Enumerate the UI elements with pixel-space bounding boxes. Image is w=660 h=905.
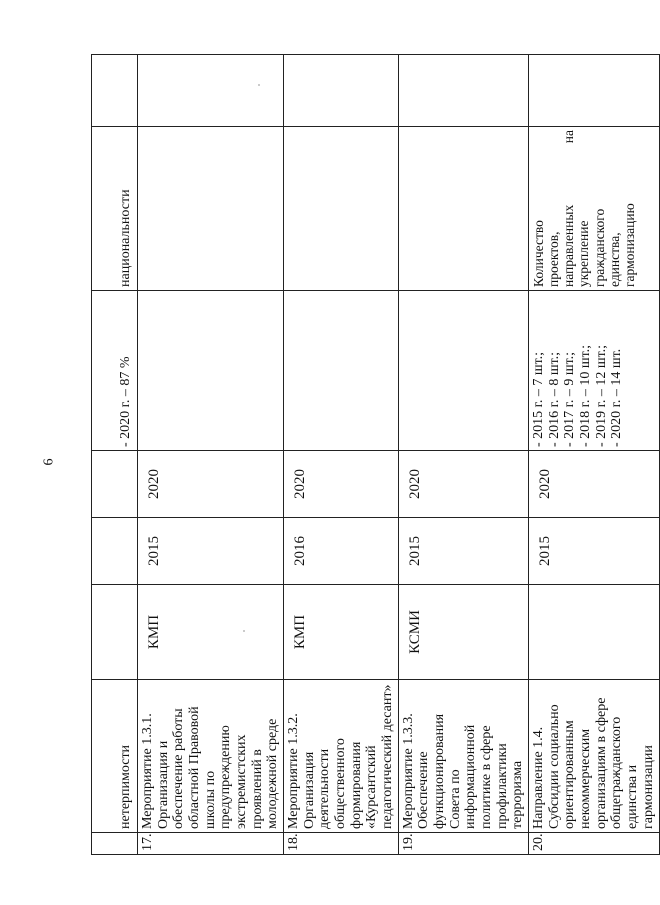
executor — [529, 585, 659, 680]
executor: КМП — [284, 585, 399, 680]
program-activities-table — [91, 54, 660, 855]
activity-name: Мероприятие 1.3.2. Организация деятельности общественного формирования «Курсантский педагогический десант» — [284, 680, 399, 833]
cell-indicator: национальности — [92, 127, 138, 291]
table-row — [398, 55, 528, 855]
cell-start — [92, 518, 138, 585]
extra — [284, 55, 399, 127]
end-year: 2020 — [284, 451, 399, 518]
extra — [398, 55, 528, 127]
indicator-word: направленных — [561, 204, 577, 287]
indicator — [529, 127, 659, 291]
row-number: 20. — [529, 833, 659, 855]
rotated-table-container — [91, 55, 656, 855]
value-line: - 2020 г. – 14 шт. — [609, 348, 625, 447]
activity-name: Мероприятие 1.3.1. Организация и обеспечение работы областной Правовой школы по предупреждению экстремистских проявлений в молодежной среде — [138, 680, 284, 833]
indicator-line: гармонизацию — [621, 203, 637, 287]
table-row-continuation — [92, 55, 138, 855]
row-number: 17. — [138, 833, 284, 855]
indicator-line: единства, — [606, 232, 622, 287]
activity-name: Мероприятие 1.3.3. Обеспечение функционирования Совета по информационной политике в сфере профилактики терроризма — [398, 680, 528, 833]
table-row — [138, 55, 284, 855]
executor: КМП — [138, 585, 284, 680]
cell-end — [92, 451, 138, 518]
indicator-line: проектов, — [546, 231, 562, 287]
indicator — [138, 127, 284, 291]
value-line: - 2017 г. – 9 шт.; — [562, 351, 578, 447]
value-line: - 2018 г. – 10 шт.; — [578, 344, 594, 447]
executor: КСМИ — [398, 585, 528, 680]
cell-num — [92, 833, 138, 855]
row-number: 19. — [398, 833, 528, 855]
end-year: 2020 — [529, 451, 659, 518]
table-row — [529, 55, 659, 855]
start-year: 2015 — [138, 518, 284, 585]
indicator-word: на — [561, 130, 577, 144]
cell-extra — [92, 55, 138, 127]
cell-name: нетерпимости — [92, 680, 138, 833]
row-number: 18. — [284, 833, 399, 855]
indicator-line: гражданского — [591, 208, 607, 287]
value-line: - 2019 г. – 12 шт.; — [593, 344, 609, 447]
cell-executor — [92, 585, 138, 680]
activity-name: Направление 1.4. Субсидии социально ориентированным некоммерческим организациям в сфере общегражданского единства и гармонизации — [529, 680, 659, 833]
extra — [529, 55, 659, 127]
end-year: 2020 — [398, 451, 528, 518]
start-year: 2015 — [398, 518, 528, 585]
end-year: 2020 — [138, 451, 284, 518]
target-values — [398, 291, 528, 451]
value-line: - 2016 г. – 8 шт.; — [546, 351, 562, 447]
value-line: - 2015 г. – 7 шт.; — [531, 351, 547, 447]
start-year: 2016 — [284, 518, 399, 585]
target-values — [138, 291, 284, 451]
indicator-line: укрепление — [576, 220, 592, 287]
extra — [138, 55, 284, 127]
indicator-line: Количество — [531, 220, 547, 287]
indicator — [398, 127, 528, 291]
target-values — [284, 291, 399, 451]
cell-values: - 2020 г. – 87 % — [92, 291, 138, 451]
start-year: 2015 — [529, 518, 659, 585]
table-row — [284, 55, 399, 855]
indicator-line-justified — [561, 130, 576, 287]
page-number: 6 — [41, 458, 57, 466]
indicator — [284, 127, 399, 291]
target-values — [529, 291, 659, 451]
